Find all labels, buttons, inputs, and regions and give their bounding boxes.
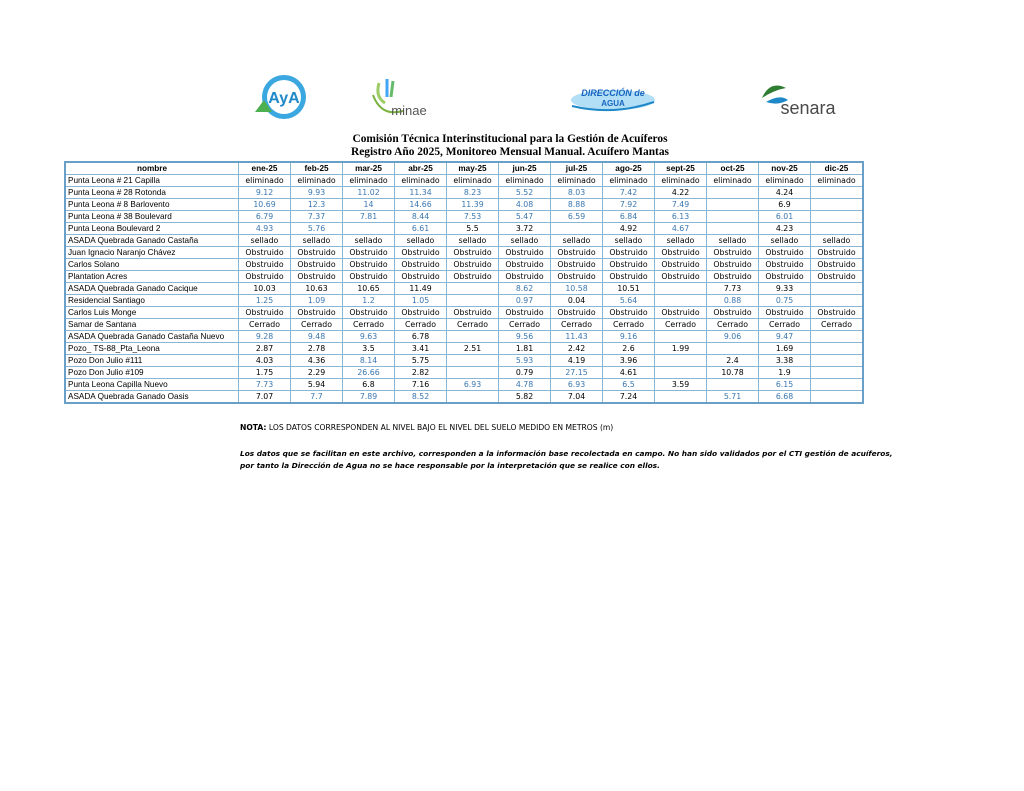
table-row [66, 247, 862, 259]
table-header-row [66, 163, 862, 175]
value-cell: 8.62 [499, 283, 551, 295]
senara-logo [756, 80, 842, 120]
column-header-abr-25: abr-25 [395, 163, 447, 175]
value-cell: Obstruido [343, 259, 395, 271]
value-cell [447, 355, 499, 367]
value-cell: sellado [343, 235, 395, 247]
value-cell: 1.25 [239, 295, 291, 307]
value-cell: Obstruido [447, 259, 499, 271]
title-block [230, 133, 790, 159]
value-cell: 5.5 [447, 223, 499, 235]
value-cell [811, 211, 862, 223]
value-cell: 1.75 [239, 367, 291, 379]
svg-text:minae: minae [391, 103, 427, 118]
value-cell: 8.52 [395, 391, 447, 402]
value-cell: 2.4 [707, 355, 759, 367]
value-cell: 5.94 [291, 379, 343, 391]
value-cell: 7.89 [343, 391, 395, 402]
value-cell: Obstruido [551, 247, 603, 259]
direccion-agua-logo [568, 80, 658, 118]
value-cell: 10.63 [291, 283, 343, 295]
value-cell: 0.75 [759, 295, 811, 307]
value-cell: 6.78 [395, 331, 447, 343]
value-cell: 0.97 [499, 295, 551, 307]
value-cell: 4.93 [239, 223, 291, 235]
value-cell: 6.8 [343, 379, 395, 391]
value-cell: Obstruido [291, 247, 343, 259]
value-cell: sellado [811, 235, 862, 247]
note [240, 423, 613, 432]
table-row [66, 199, 862, 211]
value-cell: 10.51 [603, 283, 655, 295]
value-cell: eliminado [447, 175, 499, 187]
value-cell: eliminado [239, 175, 291, 187]
table-row [66, 235, 862, 247]
value-cell: 2.82 [395, 367, 447, 379]
value-cell [655, 331, 707, 343]
value-cell: Cerrado [603, 319, 655, 331]
value-cell: 6.5 [603, 379, 655, 391]
value-cell: Obstruido [655, 307, 707, 319]
value-cell: Cerrado [447, 319, 499, 331]
value-cell: Obstruido [239, 307, 291, 319]
value-cell: 6.68 [759, 391, 811, 402]
value-cell: 6.93 [447, 379, 499, 391]
value-cell: Cerrado [395, 319, 447, 331]
well-name-cell: Punta Leona # 38 Boulevard [66, 211, 239, 223]
value-cell [447, 331, 499, 343]
value-cell: eliminado [759, 175, 811, 187]
value-cell: 9.56 [499, 331, 551, 343]
value-cell [811, 331, 862, 343]
value-cell: 1.9 [759, 367, 811, 379]
value-cell: 3.38 [759, 355, 811, 367]
value-cell [811, 379, 862, 391]
value-cell: 2.42 [551, 343, 603, 355]
value-cell: Obstruido [395, 247, 447, 259]
value-cell: Obstruido [291, 307, 343, 319]
value-cell: 4.19 [551, 355, 603, 367]
aya-logo [252, 72, 312, 122]
value-cell: 6.93 [551, 379, 603, 391]
value-cell: 7.16 [395, 379, 447, 391]
value-cell: Obstruido [447, 247, 499, 259]
value-cell: 6.84 [603, 211, 655, 223]
value-cell: Obstruido [343, 247, 395, 259]
value-cell: 3.5 [343, 343, 395, 355]
value-cell: 4.67 [655, 223, 707, 235]
well-name-cell: Juan Ignacio Naranjo Chávez [66, 247, 239, 259]
value-cell [811, 391, 862, 402]
value-cell: Obstruido [759, 259, 811, 271]
value-cell: 26.66 [343, 367, 395, 379]
value-cell: eliminado [291, 175, 343, 187]
value-cell: 9.48 [291, 331, 343, 343]
value-cell: 4.78 [499, 379, 551, 391]
value-cell [447, 283, 499, 295]
minae-logo [365, 75, 435, 121]
value-cell [811, 223, 862, 235]
value-cell [707, 223, 759, 235]
well-name-cell: ASADA Quebrada Ganado Castaña Nuevo [66, 331, 239, 343]
value-cell: 7.37 [291, 211, 343, 223]
value-cell [811, 283, 862, 295]
value-cell: 9.47 [759, 331, 811, 343]
value-cell: 2.29 [291, 367, 343, 379]
well-name-cell: Carlos Solano [66, 259, 239, 271]
value-cell: 7.53 [447, 211, 499, 223]
value-cell: 8.23 [447, 187, 499, 199]
well-name-cell: Plantation Acres [66, 271, 239, 283]
value-cell: 4.61 [603, 367, 655, 379]
value-cell: 5.76 [291, 223, 343, 235]
table-row [66, 331, 862, 343]
value-cell: 6.79 [239, 211, 291, 223]
column-header-nov-25: nov-25 [759, 163, 811, 175]
disclaimer: Los datos que se facilitan en este archivo, corresponden a la información base recolectada en campo. No han sido validados por el CTI gestión de acuíferos, por tanto la Dirección de Agua no se hace responsable por la interpretación que se realice con ellos. [240, 449, 893, 470]
value-cell: Obstruido [603, 271, 655, 283]
value-cell: Cerrado [551, 319, 603, 331]
value-cell: eliminado [343, 175, 395, 187]
value-cell: Obstruido [707, 259, 759, 271]
well-name-cell: ASADA Quebrada Ganado Oasis [66, 391, 239, 402]
value-cell: 1.09 [291, 295, 343, 307]
value-cell: 7.07 [239, 391, 291, 402]
well-name-cell: Punta Leona # 8 Barlovento [66, 199, 239, 211]
table-row [66, 283, 862, 295]
title-line-1: Comisión Técnica Interinstitucional para la Gestión de Acuíferos [352, 133, 668, 145]
well-name-cell: Pozo_ TS-88_Pta_Leona [66, 343, 239, 355]
well-name-cell: Samar de Santana [66, 319, 239, 331]
value-cell [655, 367, 707, 379]
value-cell [707, 199, 759, 211]
value-cell [707, 379, 759, 391]
table-row [66, 367, 862, 379]
value-cell: 1.05 [395, 295, 447, 307]
value-cell: sellado [551, 235, 603, 247]
value-cell: 12.3 [291, 199, 343, 211]
value-cell: 8.88 [551, 199, 603, 211]
note-text: LOS DATOS CORRESPONDEN AL NIVEL BAJO EL NIVEL DEL SUELO MEDIDO EN METROS (m) [266, 423, 614, 432]
value-cell [707, 187, 759, 199]
value-cell: Obstruido [343, 307, 395, 319]
value-cell: 0.04 [551, 295, 603, 307]
value-cell: sellado [291, 235, 343, 247]
value-cell: Obstruido [395, 307, 447, 319]
value-cell: 4.22 [655, 187, 707, 199]
table-row [66, 211, 862, 223]
value-cell: 5.82 [499, 391, 551, 402]
value-cell: Cerrado [343, 319, 395, 331]
value-cell: 8.14 [343, 355, 395, 367]
value-cell: 2.78 [291, 343, 343, 355]
value-cell: 11.39 [447, 199, 499, 211]
value-cell: eliminado [603, 175, 655, 187]
value-cell: Cerrado [499, 319, 551, 331]
value-cell: 7.73 [707, 283, 759, 295]
value-cell [447, 295, 499, 307]
value-cell: Obstruido [395, 271, 447, 283]
value-cell: Obstruido [499, 307, 551, 319]
value-cell: 6.15 [759, 379, 811, 391]
value-cell: Obstruido [759, 247, 811, 259]
value-cell: 1.2 [343, 295, 395, 307]
value-cell: Obstruido [499, 259, 551, 271]
value-cell: 7.04 [551, 391, 603, 402]
value-cell: Obstruido [655, 247, 707, 259]
column-header-nombre: nombre [66, 163, 239, 175]
table-row [66, 391, 862, 402]
value-cell: 9.63 [343, 331, 395, 343]
value-cell: 11.02 [343, 187, 395, 199]
value-cell: sellado [603, 235, 655, 247]
value-cell [707, 343, 759, 355]
title-line-2: Registro Año 2025, Monitoreo Mensual Manual. Acuífero Mantas [351, 146, 669, 158]
value-cell [655, 295, 707, 307]
value-cell: 4.92 [603, 223, 655, 235]
value-cell: 2.6 [603, 343, 655, 355]
value-cell: 5.71 [707, 391, 759, 402]
column-header-ago-25: ago-25 [603, 163, 655, 175]
value-cell: Obstruido [239, 271, 291, 283]
value-cell: Obstruido [239, 247, 291, 259]
value-cell: 8.44 [395, 211, 447, 223]
value-cell: 11.43 [551, 331, 603, 343]
column-header-feb-25: feb-25 [291, 163, 343, 175]
value-cell: Cerrado [655, 319, 707, 331]
value-cell: 1.81 [499, 343, 551, 355]
value-cell: 6.9 [759, 199, 811, 211]
value-cell: 3.72 [499, 223, 551, 235]
value-cell: 4.03 [239, 355, 291, 367]
value-cell: sellado [655, 235, 707, 247]
value-cell: 9.93 [291, 187, 343, 199]
value-cell: 9.06 [707, 331, 759, 343]
well-name-cell: ASADA Quebrada Ganado Castaña [66, 235, 239, 247]
value-cell: Obstruido [655, 259, 707, 271]
well-name-cell: Pozo Don Julio #111 [66, 355, 239, 367]
value-cell [811, 187, 862, 199]
value-cell: Obstruido [811, 259, 862, 271]
value-cell: 6.59 [551, 211, 603, 223]
table-row [66, 307, 862, 319]
value-cell: 5.75 [395, 355, 447, 367]
value-cell: 10.69 [239, 199, 291, 211]
value-cell: sellado [759, 235, 811, 247]
well-name-cell: Pozo Don Julio #109 [66, 367, 239, 379]
value-cell [811, 367, 862, 379]
value-cell: Obstruido [551, 271, 603, 283]
value-cell: Cerrado [811, 319, 862, 331]
value-cell: 7.49 [655, 199, 707, 211]
value-cell: 3.96 [603, 355, 655, 367]
value-cell [447, 367, 499, 379]
value-cell: Obstruido [603, 247, 655, 259]
value-cell: 27.15 [551, 367, 603, 379]
value-cell: 0.79 [499, 367, 551, 379]
value-cell: 11.34 [395, 187, 447, 199]
svg-text:senara: senara [780, 98, 836, 118]
value-cell: Obstruido [811, 307, 862, 319]
value-cell: 7.24 [603, 391, 655, 402]
value-cell: 1.99 [655, 343, 707, 355]
value-cell: Obstruido [499, 271, 551, 283]
column-header-mar-25: mar-25 [343, 163, 395, 175]
well-name-cell: Punta Leona Boulevard 2 [66, 223, 239, 235]
value-cell [447, 391, 499, 402]
value-cell: 10.58 [551, 283, 603, 295]
value-cell: Obstruido [447, 271, 499, 283]
value-cell: 4.08 [499, 199, 551, 211]
value-cell: 7.42 [603, 187, 655, 199]
table-row [66, 319, 862, 331]
value-cell: 4.23 [759, 223, 811, 235]
column-header-ene-25: ene-25 [239, 163, 291, 175]
value-cell: Obstruido [707, 247, 759, 259]
value-cell: 4.24 [759, 187, 811, 199]
value-cell: Obstruido [707, 307, 759, 319]
value-cell [655, 355, 707, 367]
well-name-cell: Punta Leona Capilla Nuevo [66, 379, 239, 391]
well-name-cell: ASADA Quebrada Ganado Cacique [66, 283, 239, 295]
value-cell: Obstruido [707, 271, 759, 283]
value-cell: 7.81 [343, 211, 395, 223]
value-cell: 11.49 [395, 283, 447, 295]
value-cell: 2.87 [239, 343, 291, 355]
value-cell: sellado [395, 235, 447, 247]
table-row [66, 187, 862, 199]
value-cell: Obstruido [447, 307, 499, 319]
value-cell: Cerrado [707, 319, 759, 331]
value-cell: Obstruido [395, 259, 447, 271]
value-cell: Obstruido [551, 259, 603, 271]
column-header-jun-25: jun-25 [499, 163, 551, 175]
value-cell: Obstruido [759, 307, 811, 319]
svg-text:DIRECCIÓN de: DIRECCIÓN de [581, 88, 645, 98]
value-cell: eliminado [551, 175, 603, 187]
column-header-jul-25: jul-25 [551, 163, 603, 175]
value-cell: 7.7 [291, 391, 343, 402]
well-name-cell: Carlos Luis Monge [66, 307, 239, 319]
value-cell: Obstruido [655, 271, 707, 283]
value-cell: eliminado [707, 175, 759, 187]
value-cell: 5.52 [499, 187, 551, 199]
value-cell: 4.36 [291, 355, 343, 367]
value-cell: sellado [499, 235, 551, 247]
column-header-may-25: may-25 [447, 163, 499, 175]
value-cell [551, 223, 603, 235]
value-cell [811, 355, 862, 367]
value-cell [811, 295, 862, 307]
value-cell: 5.64 [603, 295, 655, 307]
value-cell: eliminado [499, 175, 551, 187]
value-cell: 9.12 [239, 187, 291, 199]
value-cell [655, 283, 707, 295]
table-row [66, 259, 862, 271]
value-cell [655, 391, 707, 402]
well-name-cell: Punta Leona # 21 Capilla [66, 175, 239, 187]
value-cell: 1.69 [759, 343, 811, 355]
value-cell: Cerrado [759, 319, 811, 331]
column-header-dic-25: dic-25 [811, 163, 862, 175]
value-cell: eliminado [811, 175, 862, 187]
value-cell: 0.88 [707, 295, 759, 307]
value-cell: 3.41 [395, 343, 447, 355]
value-cell: Obstruido [603, 307, 655, 319]
well-name-cell: Punta Leona # 28 Rotonda [66, 187, 239, 199]
monitoring-table [64, 161, 864, 404]
value-cell: 7.73 [239, 379, 291, 391]
value-cell: Cerrado [291, 319, 343, 331]
value-cell: 9.28 [239, 331, 291, 343]
value-cell: Obstruido [239, 259, 291, 271]
value-cell [811, 199, 862, 211]
table-row [66, 295, 862, 307]
value-cell: Obstruido [343, 271, 395, 283]
value-cell [811, 343, 862, 355]
value-cell [343, 223, 395, 235]
value-cell: 6.61 [395, 223, 447, 235]
value-cell: Obstruido [291, 259, 343, 271]
value-cell: 14 [343, 199, 395, 211]
table-row [66, 379, 862, 391]
value-cell: 14.66 [395, 199, 447, 211]
table-row [66, 175, 862, 187]
value-cell: sellado [707, 235, 759, 247]
svg-text:AGUA: AGUA [601, 99, 625, 108]
value-cell: Obstruido [603, 259, 655, 271]
value-cell: 9.16 [603, 331, 655, 343]
value-cell: eliminado [395, 175, 447, 187]
value-cell: sellado [239, 235, 291, 247]
table-row [66, 223, 862, 235]
table-row [66, 355, 862, 367]
value-cell: eliminado [655, 175, 707, 187]
value-cell: 6.01 [759, 211, 811, 223]
value-cell: 10.78 [707, 367, 759, 379]
column-header-oct-25: oct-25 [707, 163, 759, 175]
value-cell: 8.03 [551, 187, 603, 199]
value-cell: 5.93 [499, 355, 551, 367]
value-cell: 10.65 [343, 283, 395, 295]
table-row [66, 343, 862, 355]
value-cell: 10.03 [239, 283, 291, 295]
value-cell: Obstruido [551, 307, 603, 319]
note-label: NOTA: [240, 423, 267, 432]
value-cell: Obstruido [291, 271, 343, 283]
value-cell: 6.13 [655, 211, 707, 223]
value-cell: 3.59 [655, 379, 707, 391]
value-cell [707, 211, 759, 223]
svg-text:AyA: AyA [268, 90, 300, 107]
value-cell: Obstruido [759, 271, 811, 283]
value-cell: 5.47 [499, 211, 551, 223]
value-cell: Obstruido [811, 271, 862, 283]
value-cell: 7.92 [603, 199, 655, 211]
value-cell: Cerrado [239, 319, 291, 331]
value-cell: 2.51 [447, 343, 499, 355]
value-cell: sellado [447, 235, 499, 247]
column-header-sept-25: sept-25 [655, 163, 707, 175]
value-cell: Obstruido [811, 247, 862, 259]
value-cell: 9.33 [759, 283, 811, 295]
value-cell: Obstruido [499, 247, 551, 259]
table-row [66, 271, 862, 283]
well-name-cell: Residencial Santiago [66, 295, 239, 307]
